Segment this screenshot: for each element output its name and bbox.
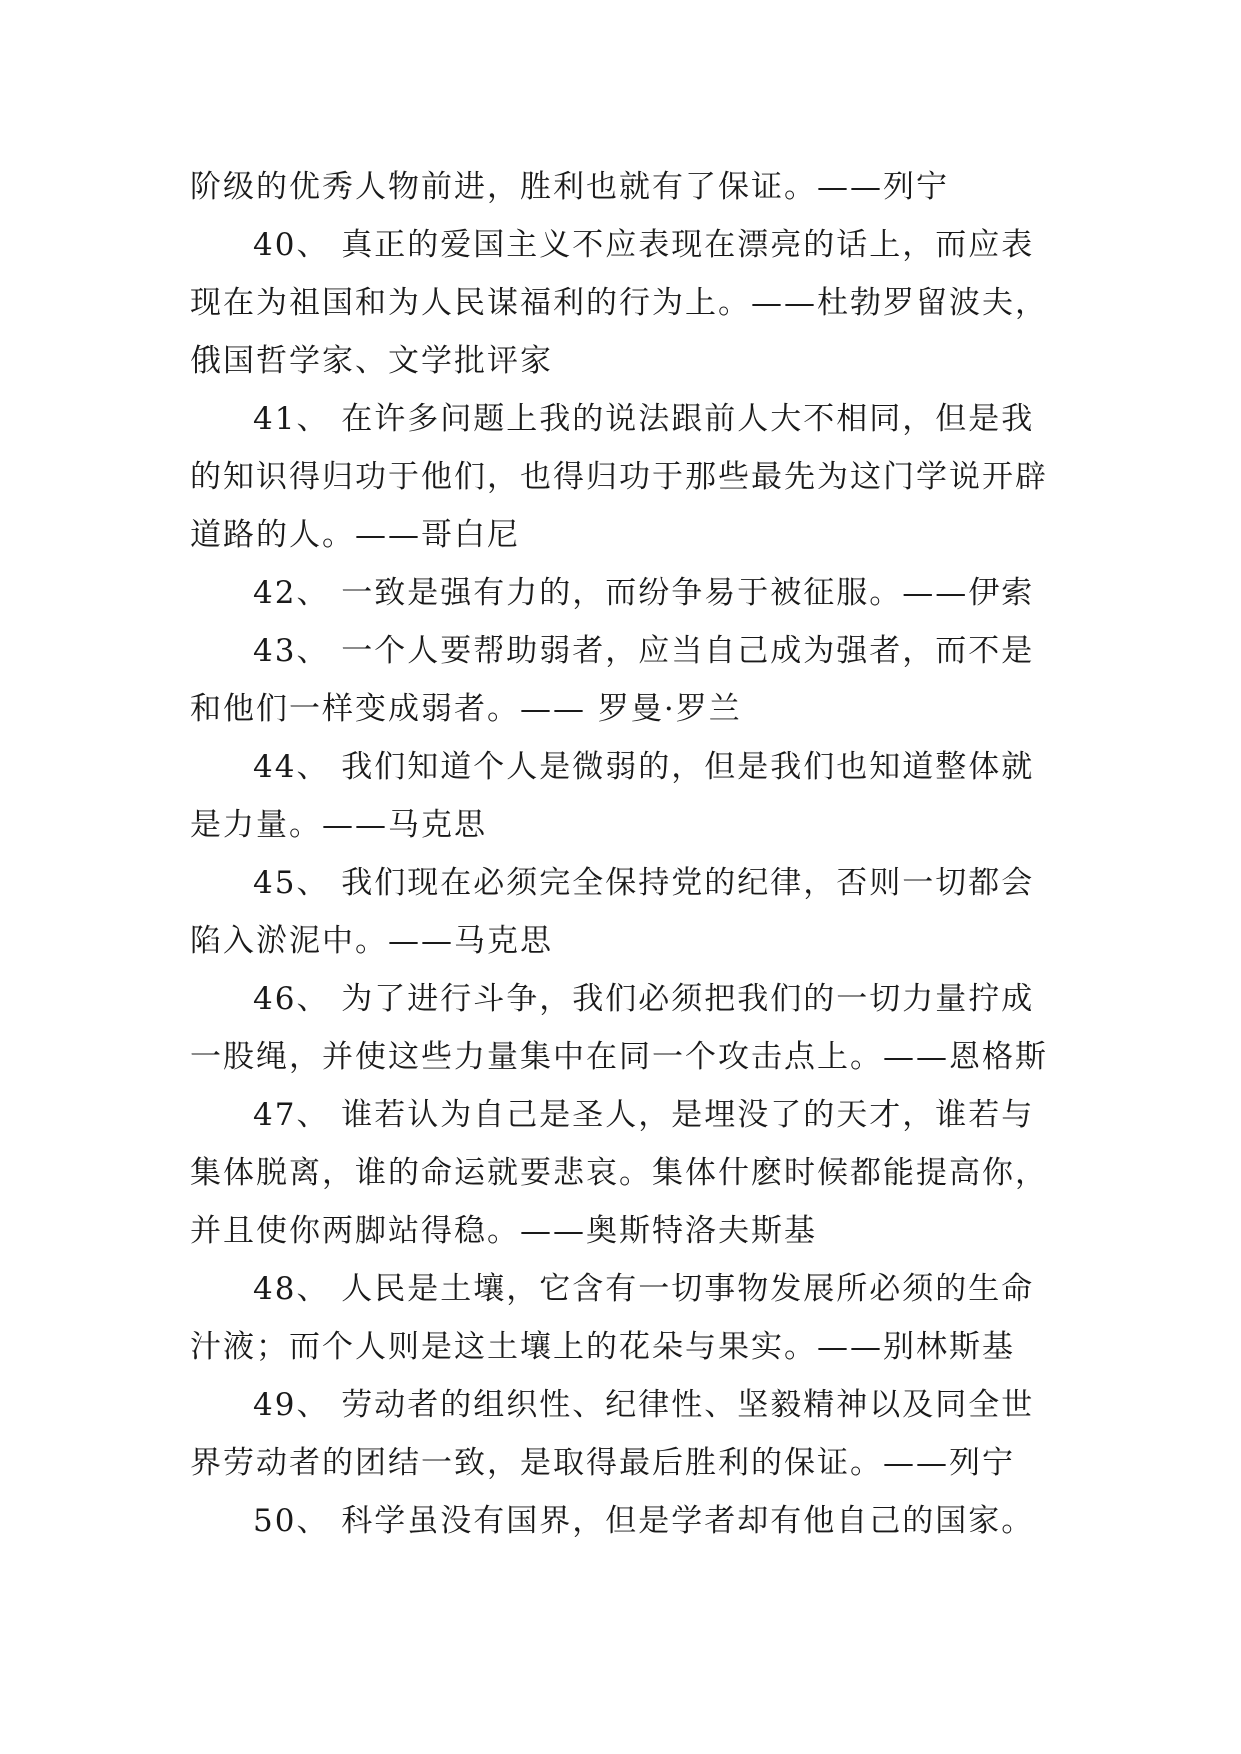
text-line: 一股绳，并使这些力量集中在同一个攻击点上。——恩格斯 [190, 1039, 1048, 1075]
text-line: 集体脱离，谁的命运就要悲哀。集体什麽时候都能提高你， [190, 1155, 1048, 1191]
text-line: 50、 科学虽没有国界，但是学者却有他自己的国家。 [253, 1503, 1035, 1539]
text-line: 49、 劳动者的组织性、纪律性、坚毅精神以及同全世 [253, 1387, 1035, 1423]
text-line: 43、 一个人要帮助弱者，应当自己成为强者，而不是 [253, 633, 1035, 669]
text-line: 陷入淤泥中。——马克思 [190, 923, 553, 959]
text-line: 道路的人。——哥白尼 [190, 517, 520, 553]
text-line: 46、 为了进行斗争，我们必须把我们的一切力量拧成 [253, 981, 1035, 1017]
text-line: 44、 我们知道个人是微弱的，但是我们也知道整体就 [253, 749, 1035, 785]
text-line: 界劳动者的团结一致，是取得最后胜利的保证。——列宁 [190, 1445, 1015, 1481]
quote-text-block [190, 158, 1070, 1550]
text-line: 和他们一样变成弱者。—— 罗曼·罗兰 [190, 691, 742, 727]
text-line: 现在为祖国和为人民谋福利的行为上。——杜勃罗留波夫， [190, 285, 1048, 321]
text-line: 45、 我们现在必须完全保持党的纪律，否则一切都会 [253, 865, 1035, 901]
text-line: 是力量。——马克思 [190, 807, 487, 843]
text-line: 40、 真正的爱国主义不应表现在漂亮的话上，而应表 [253, 227, 1035, 263]
text-line: 47、 谁若认为自己是圣人，是埋没了的天才，谁若与 [253, 1097, 1035, 1133]
text-line: 42、 一致是强有力的，而纷争易于被征服。——伊索 [253, 575, 1035, 611]
text-line: 汁液；而个人则是这土壤上的花朵与果实。——别林斯基 [190, 1329, 1015, 1365]
text-line: 41、 在许多问题上我的说法跟前人大不相同，但是我 [253, 401, 1035, 437]
text-line: 并且使你两脚站得稳。——奥斯特洛夫斯基 [190, 1213, 817, 1249]
text-line: 阶级的优秀人物前进，胜利也就有了保证。——列宁 [190, 169, 949, 205]
text-line: 俄国哲学家、文学批评家 [190, 343, 553, 379]
text-line: 的知识得归功于他们，也得归功于那些最先为这门学说开辟 [190, 459, 1048, 495]
text-line: 48、 人民是土壤，它含有一切事物发展所必须的生命 [253, 1271, 1035, 1307]
